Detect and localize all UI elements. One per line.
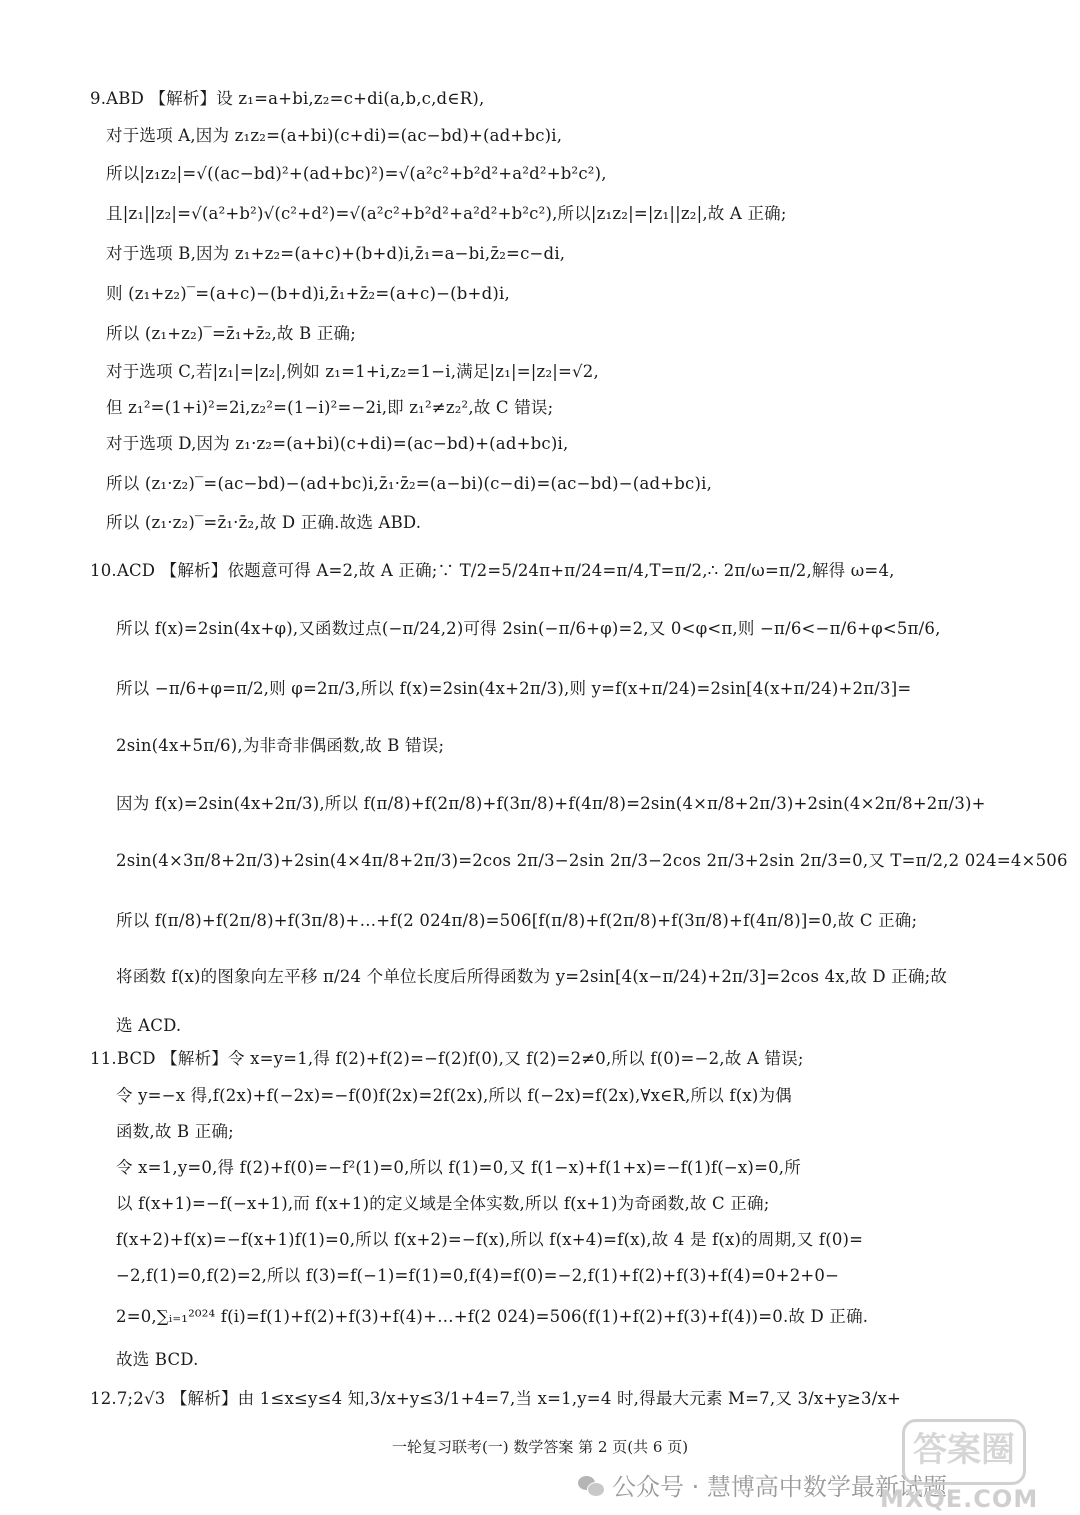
text-line: 所以 −π/6+φ=π/2,则 φ=2π/3,所以 f(x)=2sin(4x+2π/3),则 y=f(x+π/24)=2sin[4(x+π/24)+2π/3]=	[116, 679, 912, 698]
page-footer: 一轮复习联考(一) 数学答案 第 2 页(共 6 页)	[391, 1438, 689, 1456]
text-line: 但 z₁²=(1+i)²=2i,z₂²=(1−i)²=−2i,即 z₁²≠z₂²,故 C 错误;	[106, 398, 554, 417]
text-line: 对于选项 C,若|z₁|=|z₂|,例如 z₁=1+i,z₂=1−i,满足|z₁|=|z₂|=√2,	[106, 362, 599, 381]
site-logo: 答案圈	[902, 1419, 1026, 1485]
text-line: 选 ACD.	[116, 1016, 182, 1035]
wechat-icon	[578, 1474, 604, 1496]
text-line: 所以 f(π/8)+f(2π/8)+f(3π/8)+…+f(2 024π/8)=506[f(π/8)+f(2π/8)+f(3π/8)+f(4π/8)]=0,故 C 正确;	[116, 911, 918, 930]
text-line: 2sin(4x+5π/6),为非奇非偶函数,故 B 错误;	[116, 736, 445, 755]
text-line: 所以 (z₁·z₂)‾=(ac−bd)−(ad+bc)i,z̄₁·z̄₂=(a−bi)(c−di)=(ac−bd)−(ad+bc)i,	[106, 474, 713, 493]
text-line: 10.ACD 【解析】依题意可得 A=2,故 A 正确;∵ T/2=5/24π+π/24=π/4,T=π/2,∴ 2π/ω=π/2,解得 ω=4,	[90, 561, 895, 580]
text-line: 2=0,∑ᵢ₌₁²⁰²⁴ f(i)=f(1)+f(2)+f(3)+f(4)+…+f(2 024)=506(f(1)+f(2)+f(3)+f(4))=0.故 D 正确.	[116, 1307, 869, 1326]
text-line: 令 y=−x 得,f(2x)+f(−2x)=−f(0)f(2x)=2f(2x),所以 f(−2x)=f(2x),∀x∈R,所以 f(x)为偶	[116, 1086, 792, 1105]
text-line: 故选 BCD.	[116, 1350, 199, 1369]
text-line: 对于选项 B,因为 z₁+z₂=(a+c)+(b+d)i,z̄₁=a−bi,z̄₂=c−di,	[106, 244, 566, 263]
watermark-text: 公众号 · 慧博高中数学最新试题	[612, 1473, 947, 1501]
text-line: 以 f(x+1)=−f(−x+1),而 f(x+1)的定义域是全体实数,所以 f(x+1)为奇函数,故 C 正确;	[116, 1194, 770, 1213]
site-logo-url: MXQE.COM	[880, 1485, 1039, 1513]
text-line: 对于选项 A,因为 z₁z₂=(a+bi)(c+di)=(ac−bd)+(ad+bc)i,	[106, 126, 563, 145]
text-line: 令 x=1,y=0,得 f(2)+f(0)=−f²(1)=0,所以 f(1)=0,又 f(1−x)+f(1+x)=−f(1)f(−x)=0,所	[116, 1158, 801, 1177]
text-line: 2sin(4×3π/8+2π/3)+2sin(4×4π/8+2π/3)=2cos 2π/3−2sin 2π/3−2cos 2π/3+2sin 2π/3=0,又 T=π/2,2 024=4×506	[116, 851, 1068, 870]
text-line: 则 (z₁+z₂)‾=(a+c)−(b+d)i,z̄₁+z̄₂=(a+c)−(b+d)i,	[106, 284, 510, 303]
text-line: 所以 (z₁·z₂)‾=z̄₁·z̄₂,故 D 正确.故选 ABD.	[106, 513, 422, 532]
text-line: f(x+2)+f(x)=−f(x+1)f(1)=0,所以 f(x+2)=−f(x),所以 f(x+4)=f(x),故 4 是 f(x)的周期,又 f(0)=	[116, 1230, 864, 1249]
text-line: 且|z₁||z₂|=√(a²+b²)√(c²+d²)=√(a²c²+b²d²+a²d²+b²c²),所以|z₁z₂|=|z₁||z₂|,故 A 正确;	[106, 204, 787, 223]
text-line: 9.ABD 【解析】设 z₁=a+bi,z₂=c+di(a,b,c,d∈R),	[90, 89, 485, 108]
text-line: 因为 f(x)=2sin(4x+2π/3),所以 f(π/8)+f(2π/8)+f(3π/8)+f(4π/8)=2sin(4×π/8+2π/3)+2sin(4×2π/8+2π/3)+	[116, 794, 986, 813]
text-line: 将函数 f(x)的图象向左平移 π/24 个单位长度后所得函数为 y=2sin[4(x−π/24)+2π/3]=2cos 4x,故 D 正确;故	[116, 967, 948, 986]
text-line: −2,f(1)=0,f(2)=2,所以 f(3)=f(−1)=f(1)=0,f(4)=f(0)=−2,f(1)+f(2)+f(3)+f(4)=0+2+0−	[116, 1266, 840, 1285]
text-line: 所以 f(x)=2sin(4x+φ),又函数过点(−π/24,2)可得 2sin(−π/6+φ)=2,又 0<φ<π,则 −π/6<−π/6+φ<5π/6,	[116, 619, 941, 638]
text-line: 12.7;2√3 【解析】由 1≤x≤y≤4 知,3/x+y≤3/1+4=7,当 x=1,y=4 时,得最大元素 M=7,又 3/x+y≥3/x+	[90, 1389, 901, 1408]
text-line: 函数,故 B 正确;	[116, 1122, 234, 1141]
text-line: 所以|z₁z₂|=√((ac−bd)²+(ad+bc)²)=√(a²c²+b²d²+a²d²+b²c²),	[106, 164, 607, 183]
text-line: 11.BCD 【解析】令 x=y=1,得 f(2)+f(2)=−f(2)f(0),又 f(2)=2≠0,所以 f(0)=−2,故 A 错误;	[90, 1049, 804, 1068]
text-line: 所以 (z₁+z₂)‾=z̄₁+z̄₂,故 B 正确;	[106, 324, 356, 343]
text-line: 对于选项 D,因为 z₁·z₂=(a+bi)(c+di)=(ac−bd)+(ad+bc)i,	[106, 434, 569, 453]
